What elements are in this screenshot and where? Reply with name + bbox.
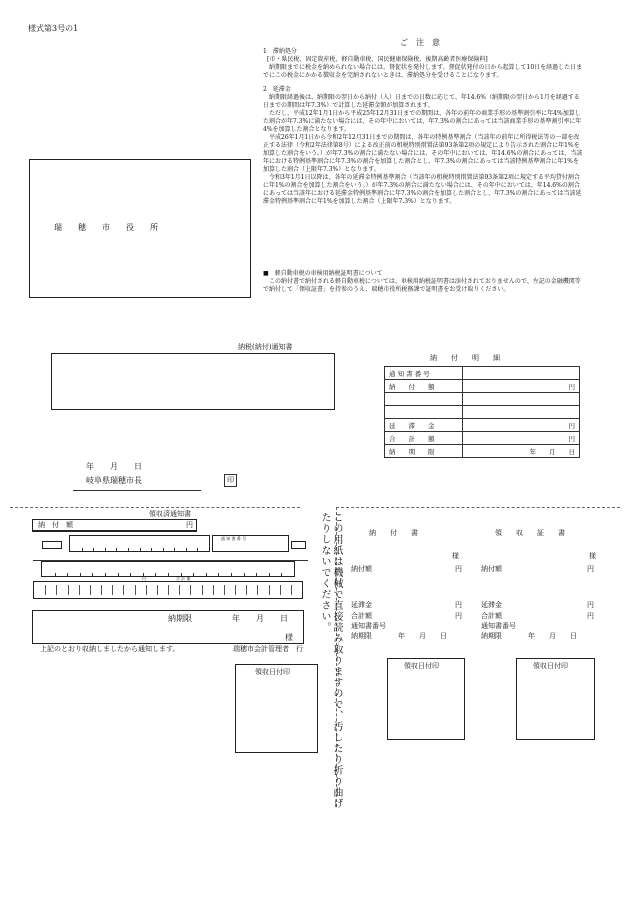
table-row: 合 計 額 円 [385, 432, 580, 445]
ocr-tick [231, 573, 232, 576]
ocr-digit-divider [45, 585, 46, 595]
receipt-due-box [32, 610, 304, 644]
cert-total-label: 合計額 [481, 612, 502, 620]
slip-title: 納 付 書 [369, 529, 418, 537]
ocr-digit-divider [123, 585, 124, 595]
ocr-digit-divider [157, 585, 158, 595]
notes-s2-text4: 令和3年1月1日以降は、各年の延滞金特例基準割合（当該年の租税特別措置法第93条第2項に規定する平均貸付割合に年1%の割合を加算した割合をいう。）が年7.3%の割合に満たない場合には、その年中においては、年14.6%の割合にあっては当該年における延滞金特例基準割合に年7.3%の割合を加算した割合とし、年7.3%の割合にあっては当該延滞金特例基準割合に年1%を加算した割合（上限年7.3%）となります。 [263, 174, 582, 205]
notes-s3 [263, 270, 583, 294]
ocr-digit-divider [246, 585, 247, 595]
ocr-digit-divider [291, 585, 292, 595]
slip-latefee-yen: 円 [455, 601, 462, 609]
ocr-tick [163, 548, 164, 551]
address-box [51, 353, 335, 410]
details-table [384, 366, 580, 458]
ocr-tick [80, 573, 81, 576]
receipt-stamp-label: 領収日付印 [255, 668, 290, 676]
ocr-tick [168, 573, 169, 576]
cert-stamp-box [516, 658, 595, 740]
ocr-digit-divider [269, 585, 270, 595]
slip-stamp-box [387, 658, 465, 740]
receipt-accountant: 瑞穂市会計管理者 行 [233, 645, 303, 653]
perforation-right [336, 507, 620, 508]
ocr-digit-divider [202, 585, 203, 595]
ocr-tick [55, 573, 56, 576]
ocr-digit-divider [135, 585, 136, 595]
ocr-tick [256, 573, 257, 576]
notes-body [263, 48, 583, 206]
perforation-left [10, 507, 300, 508]
ocr-tick [92, 573, 93, 576]
ocr-digit-divider [101, 585, 102, 595]
slip-due-value: 年 月 日 [398, 632, 447, 640]
cert-latefee-yen: 円 [587, 601, 594, 609]
details-title: 納 付 明 細 [430, 354, 500, 362]
ocr-digit-divider [56, 585, 57, 595]
cert-amount-label: 納付額 [481, 565, 502, 573]
notice-date: 年 月 日 [86, 462, 142, 471]
table-row: 納 付 額 円 [385, 380, 580, 393]
ocr-field-b [41, 561, 295, 577]
table-row [385, 406, 580, 419]
notes-s1-text: 納期限までに税金を納められない場合には、督促状を発付します。督促状発付の日から起算して10日を経過した日までにこの税金にかかる徴収金を完納されないときは、滞納処分を受けることになります。 [263, 64, 583, 79]
receipt-amount-box [32, 519, 197, 531]
ocr-digit-divider [112, 585, 113, 595]
ocr-tick [105, 573, 106, 576]
ocr-tick [93, 548, 94, 551]
ocr-field-notice-no [212, 535, 289, 552]
notes-s2-text3: 平成26年1月1日から令和2年12月31日までの期間は、各年の特例基準割合（当該年の前年に所得税法等の一部を改正する法律（令和2年法律第8号）による改正前の租税特別措置法第93条第2項の規定により告示された割合に年1%を加算した割合をいう。）が年7.3%の割合に満たない場合には、その年中においては、年14.6%の割合にあっては、当該年における特例基準割合に年7.3%の割合を加算した割合とし、年7.3%の割合にあっては当該特例基準割合に年1%を加算した割合（上限年7.3%）となります。 [263, 134, 583, 173]
receipt-amount-yen: 円 [186, 521, 193, 529]
table-row: 通 知 書 番 号 [385, 367, 580, 380]
table-row: 納 期 限 年 月 日 [385, 445, 580, 458]
slip-total-label: 合計額 [351, 612, 372, 620]
receipt-footer: 上記のとおり収納しましたから通知します。 [40, 645, 180, 653]
ocr-tick [269, 573, 270, 576]
ocr-digit-divider [90, 585, 91, 595]
receipt-due-value: 年 月 日 [232, 614, 288, 623]
ocr-tick [197, 548, 198, 551]
slip-stamp-label: 領収日付印 [404, 662, 439, 670]
cert-title: 領 収 証 書 [495, 529, 565, 537]
ocr-field-a [69, 535, 210, 552]
ocr-tick [218, 573, 219, 576]
notes-s3-text: この納付書で納付される軽自動車税については、車検用納税証明書は添付されておりませんので、左記の金融機関等で納付して「領収証書」を持参のうえ、瑞穂市役所税務課で証明書をお受け取りください。 [263, 278, 581, 293]
notes-s1-items: [市・県民税、固定資産税、軽自動車税、国民健康保険税、後期高齢者医療保険料] [267, 56, 488, 63]
ocr-digit-divider [235, 585, 236, 595]
slip-amount-yen: 円 [455, 565, 462, 573]
ocr-tick [281, 573, 282, 576]
city-office-box [29, 159, 251, 298]
signature-line [73, 490, 201, 491]
ocr-tick [140, 548, 141, 551]
ocr-digit-divider [257, 585, 258, 595]
ocr-tick [130, 573, 131, 576]
cert-notice-no: 通知書番号 [481, 622, 516, 630]
cert-total-yen: 円 [587, 612, 594, 620]
receipt-sama: 様 [285, 633, 293, 642]
ocr-tick [116, 548, 117, 551]
ocr-tick [151, 548, 152, 551]
notes-s2-title: 2 延滞金 [263, 86, 291, 93]
notes-s2-text2: ただし、平成12年1月1日から平成25年12月31日までの期間は、各年の前年の商業手形の基準割引率に年4%加算した割合が年7.3%に満たない場合には、その年中においては、年7.3%の割合にあっては当該商業手形の基準割引率に年4%を加算した割合となります。 [263, 110, 582, 133]
ocr-tick [244, 573, 245, 576]
table-row [385, 393, 580, 406]
cert-due-label: 納期限 [481, 632, 502, 640]
cert-sama: 様 [589, 552, 596, 560]
ocr-tick [105, 548, 106, 551]
receipt-stamp-box [235, 664, 318, 753]
ocr-mark [42, 541, 62, 549]
notice-title: 納税(納付)通知書 [238, 343, 293, 351]
ocr-tick [118, 573, 119, 576]
slip-total-yen: 円 [455, 612, 462, 620]
slip-sama: 様 [452, 552, 459, 560]
ocr-digit-divider [190, 585, 191, 595]
ocr-digit-divider [213, 585, 214, 595]
ocr-tick [174, 548, 175, 551]
slip-amount-label: 納付額 [351, 565, 372, 573]
ocr-digit-divider [79, 585, 80, 595]
cert-amount-yen: 円 [587, 565, 594, 573]
ocr-tick [128, 548, 129, 551]
receipt-amount-label: 納 付 額 [38, 521, 73, 529]
notes-s3-title: ■ 軽自動車税の車検用納税証明書について [263, 270, 383, 277]
mayor-name: 岐阜県瑞穂市長 [86, 476, 142, 485]
receipt-notice-title: 領収済通知書 [149, 510, 191, 518]
city-office-label: 瑞 穂 市 役 所 [54, 223, 158, 232]
receipt-due-label: 納期限 [168, 614, 192, 623]
ocr-tick [193, 573, 194, 576]
cert-stamp-label: 領収日付印 [533, 662, 568, 670]
mayor-seal: 印 [224, 474, 237, 487]
ocr-tick [186, 548, 187, 551]
slip-notice-no: 通知書番号 [351, 622, 386, 630]
ocr-tick [155, 573, 156, 576]
form-number: 様式第3号の1 [28, 24, 79, 33]
slip-due-label: 納期限 [351, 632, 372, 640]
ocr-digit-divider [224, 585, 225, 595]
notes-s1-title: 1 滞納処分 [263, 48, 297, 55]
ocr-digit-divider [146, 585, 147, 595]
vertical-notice: この用紙は機械で直接読み取りますので、汚したり折り曲げたりしないでください。 [319, 512, 342, 809]
notes-s2-text1: 納期限経過後は、納期限の翌日から納付（入）日までの日数に応じて、年14.6%（納期限の翌日から1月を経過する日までの期間は年7.3%）で計算した延滞金額が加算されます。 [263, 94, 580, 109]
ocr-tick [206, 573, 207, 576]
ocr-tick [67, 573, 68, 576]
ocr-mark-right [291, 541, 306, 549]
ocr-digit-divider [179, 585, 180, 595]
ocr-tick [82, 548, 83, 551]
ocr-digit-divider [68, 585, 69, 595]
notes-heading: ご 注 意 [400, 38, 440, 47]
table-row: 延 滞 金 円 [385, 419, 580, 432]
cert-latefee-label: 延滞金 [481, 601, 502, 609]
ocr-digit-grid: 円 合 計 額 [33, 581, 303, 599]
ocr-digit-divider [280, 585, 281, 595]
ocr-notice-no-label: 通 知 書 番 号 [221, 536, 247, 541]
ocr-digit-divider [168, 585, 169, 595]
cert-due-value: 年 月 日 [528, 632, 577, 640]
slip-latefee-label: 延滞金 [351, 601, 372, 609]
